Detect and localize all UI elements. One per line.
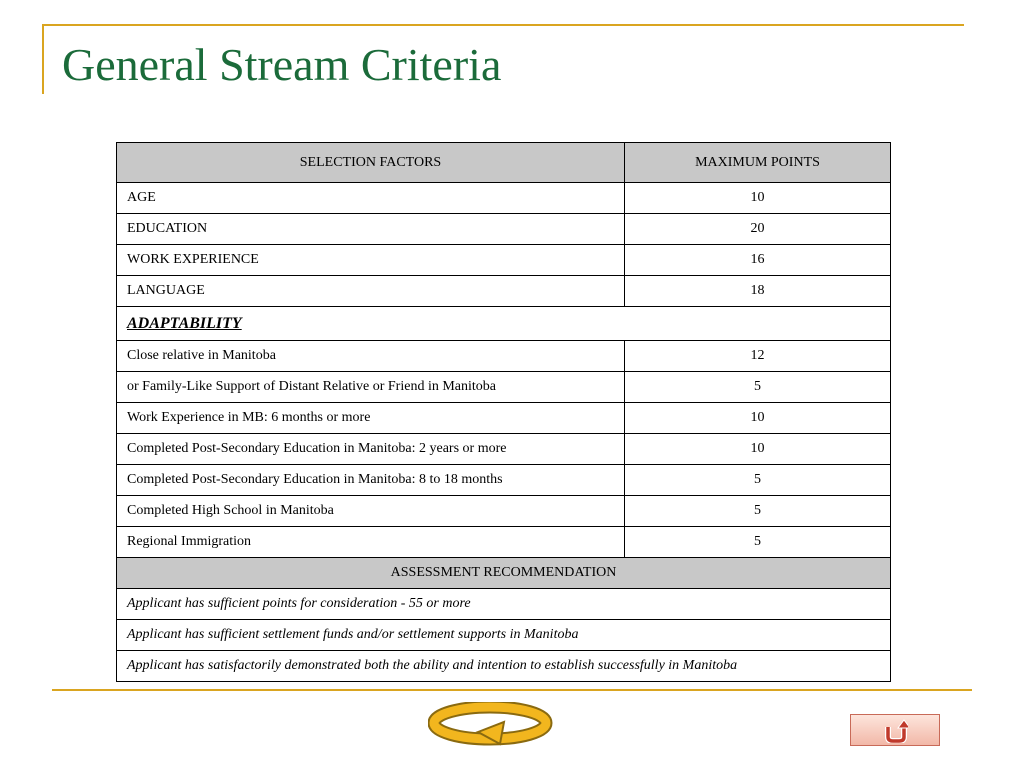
criteria-table: [116, 142, 891, 682]
factor-cell: WORK EXPERIENCE: [117, 245, 625, 276]
assessment-header: ASSESSMENT RECOMMENDATION: [117, 558, 891, 589]
factor-cell: AGE: [117, 183, 625, 214]
table-row: [117, 465, 891, 496]
table-row: [117, 341, 891, 372]
table-row: [117, 651, 891, 682]
assessment-header-row: [117, 558, 891, 589]
home-button[interactable]: [850, 714, 940, 746]
factor-cell: Close relative in Manitoba: [117, 341, 625, 372]
factor-cell: LANGUAGE: [117, 276, 625, 307]
table-row: [117, 589, 891, 620]
home-arrow-icon: [884, 719, 908, 743]
factor-cell: Completed High School in Manitoba: [117, 496, 625, 527]
factor-cell: Regional Immigration: [117, 527, 625, 558]
table-row: [117, 276, 891, 307]
table-row: [117, 245, 891, 276]
factor-cell: or Family-Like Support of Distant Relative or Friend in Manitoba: [117, 372, 625, 403]
slide-title: General Stream Criteria: [62, 39, 502, 90]
left-decorative-rule: [42, 24, 44, 94]
table-row: [117, 527, 891, 558]
points-cell: 10: [625, 183, 891, 214]
points-cell: 5: [625, 527, 891, 558]
adaptability-label: ADAPTABILITY: [117, 307, 891, 341]
adaptability-section-row: [117, 307, 891, 341]
table-row: [117, 372, 891, 403]
header-selection-factors: SELECTION FACTORS: [117, 143, 625, 183]
table-row: [117, 434, 891, 465]
points-cell: 12: [625, 341, 891, 372]
points-cell: 16: [625, 245, 891, 276]
factor-cell: Completed Post-Secondary Education in Manitoba: 2 years or more: [117, 434, 625, 465]
factor-cell: Completed Post-Secondary Education in Manitoba: 8 to 18 months: [117, 465, 625, 496]
table-row: [117, 214, 891, 245]
top-decorative-rule: [42, 24, 964, 26]
points-cell: 5: [625, 372, 891, 403]
table-row: [117, 183, 891, 214]
assessment-criterion: Applicant has sufficient points for consideration - 55 or more: [117, 589, 891, 620]
bottom-decorative-rule: [52, 689, 972, 691]
table-row: [117, 620, 891, 651]
assessment-criterion: Applicant has sufficient settlement funds and/or settlement supports in Manitoba: [117, 620, 891, 651]
table-header-row: [117, 143, 891, 183]
header-maximum-points: MAXIMUM POINTS: [625, 143, 891, 183]
assessment-criterion: Applicant has satisfactorily demonstrated both the ability and intention to establish successfully in Manitoba: [117, 651, 891, 682]
table-row: [117, 496, 891, 527]
points-cell: 5: [625, 496, 891, 527]
factor-cell: Work Experience in MB: 6 months or more: [117, 403, 625, 434]
table-row: [117, 403, 891, 434]
points-cell: 10: [625, 403, 891, 434]
return-arrow-icon[interactable]: [428, 702, 556, 746]
points-cell: 18: [625, 276, 891, 307]
points-cell: 20: [625, 214, 891, 245]
points-cell: 5: [625, 465, 891, 496]
points-cell: 10: [625, 434, 891, 465]
factor-cell: EDUCATION: [117, 214, 625, 245]
